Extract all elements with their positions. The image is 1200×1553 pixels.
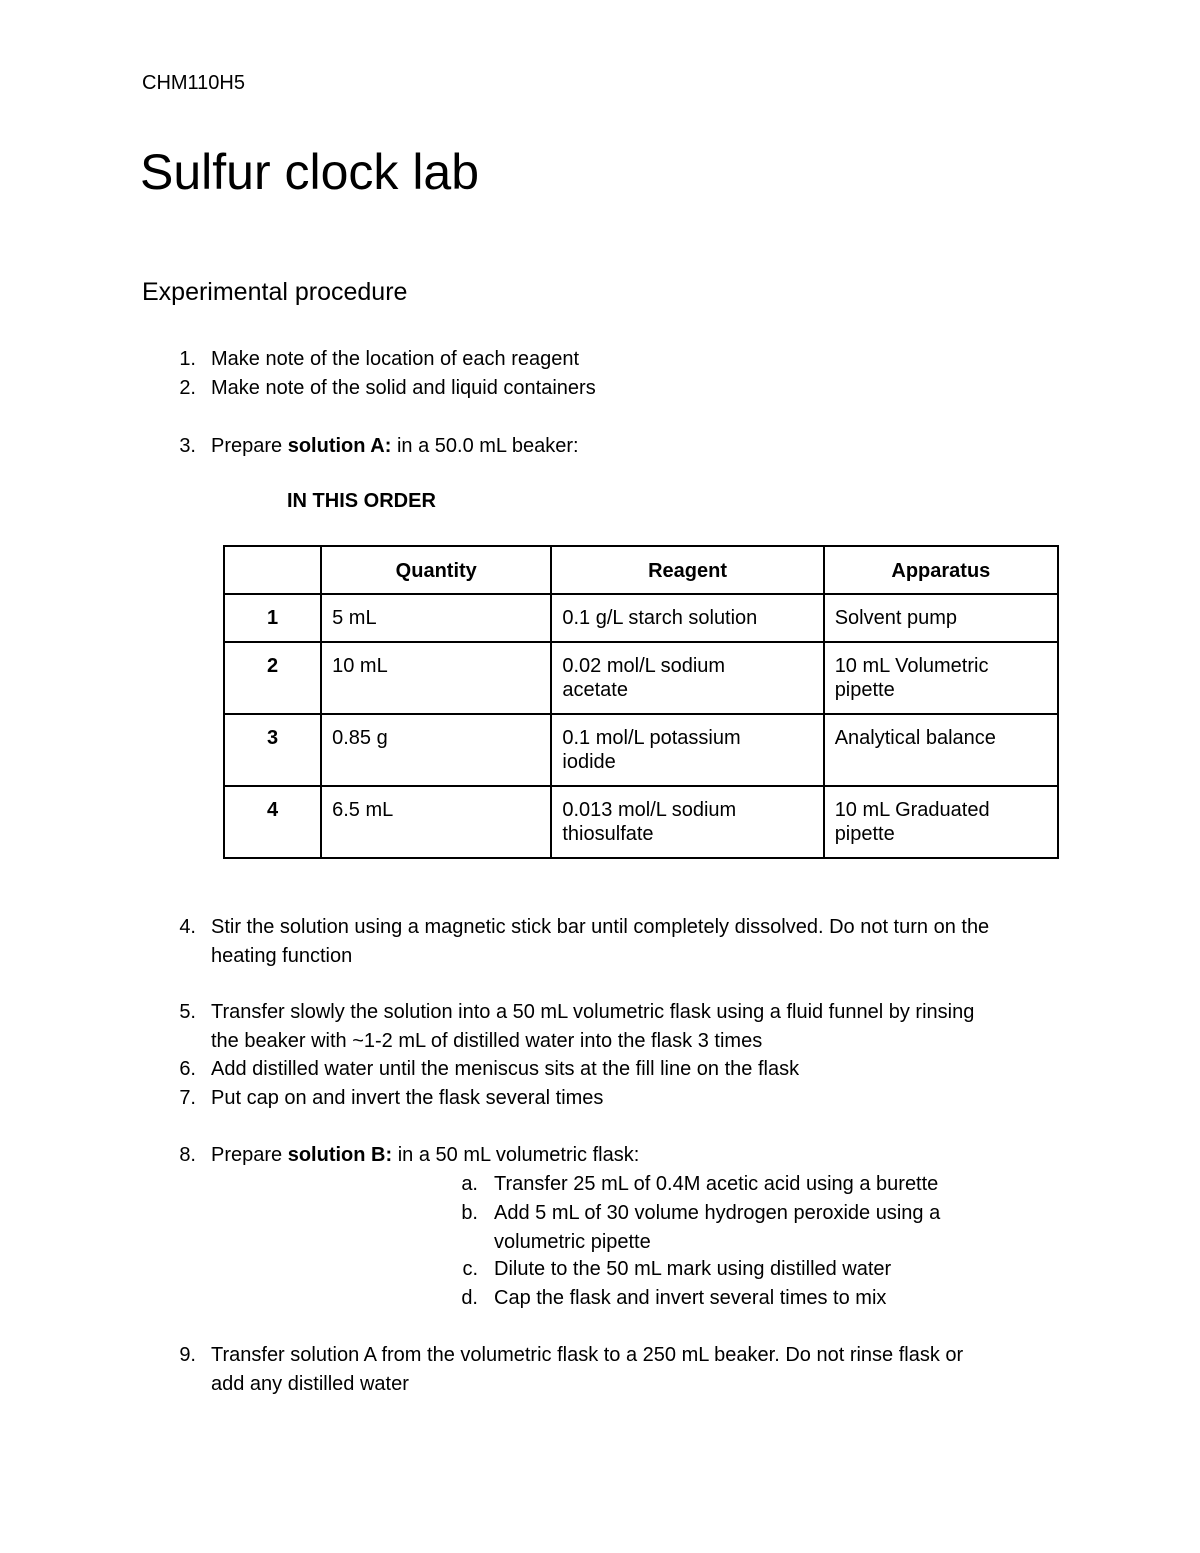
apparatus-line: pipette xyxy=(834,823,895,845)
quantity-cell: 6.5 mL xyxy=(321,786,551,858)
apparatus-line: Analytical balance xyxy=(834,727,996,749)
apparatus-line: 10 mL Graduated xyxy=(834,799,990,821)
step-text-suffix: in a 50.0 mL beaker: xyxy=(391,435,579,457)
reagent-cell xyxy=(551,594,823,642)
step-text xyxy=(211,1341,963,1399)
step-text-suffix: in a 50 mL volumetric flask: xyxy=(392,1144,640,1166)
substep-letter: d. xyxy=(461,1287,478,1309)
reagent-table xyxy=(223,545,1059,859)
table-row xyxy=(224,714,1058,786)
substep-line: volumetric pipette xyxy=(494,1231,651,1253)
step-number: 6. xyxy=(179,1058,196,1080)
step-line: Transfer solution A from the volumetric flask to a 250 mL beaker. Do not rinse flask or xyxy=(211,1344,964,1366)
step-text xyxy=(211,998,974,1056)
order-label: IN THIS ORDER xyxy=(287,490,436,512)
apparatus-line: 10 mL Volumetric xyxy=(834,655,989,677)
substep-line: Add 5 mL of 30 volume hydrogen peroxide using a xyxy=(494,1202,941,1224)
step-number: 3. xyxy=(179,435,196,457)
header-reagent: Reagent xyxy=(551,546,823,594)
reagent-cell xyxy=(551,642,823,714)
apparatus-cell xyxy=(824,714,1058,786)
reagent-line: acetate xyxy=(562,679,628,701)
apparatus-line: Solvent pump xyxy=(834,607,957,629)
quantity-cell: 10 mL xyxy=(321,642,551,714)
apparatus-cell xyxy=(824,642,1058,714)
reagent-cell xyxy=(551,786,823,858)
table-row xyxy=(224,786,1058,858)
substep-text xyxy=(494,1199,940,1257)
step-line: the beaker with ~1-2 mL of distilled water into the flask 3 times xyxy=(211,1030,763,1052)
step-text xyxy=(211,1141,639,1170)
step-number: 8. xyxy=(179,1144,196,1166)
header-apparatus: Apparatus xyxy=(824,546,1058,594)
step-number: 1. xyxy=(179,348,196,370)
table-row xyxy=(224,642,1058,714)
reagent-cell xyxy=(551,714,823,786)
step-text: Make note of the solid and liquid containers xyxy=(211,377,596,399)
substep-letter: b. xyxy=(461,1202,478,1224)
row-index: 2 xyxy=(224,642,321,714)
apparatus-cell xyxy=(824,786,1058,858)
step-line: Stir the solution using a magnetic stick bar until completely dissolved. Do not turn on the xyxy=(211,916,990,938)
reagent-line: 0.1 g/L starch solution xyxy=(562,607,758,629)
step-line: Transfer slowly the solution into a 50 mL volumetric flask using a fluid funnel by rinsing xyxy=(211,1001,975,1023)
header-index xyxy=(224,546,321,594)
row-index: 3 xyxy=(224,714,321,786)
course-code: CHM110H5 xyxy=(142,72,245,94)
step-number: 2. xyxy=(179,377,196,399)
step-text xyxy=(211,913,989,971)
page-title: Sulfur clock lab xyxy=(140,144,480,200)
step-text-prefix: Prepare xyxy=(211,435,288,457)
quantity-cell: 0.85 g xyxy=(321,714,551,786)
step-line: add any distilled water xyxy=(211,1373,409,1395)
apparatus-line: pipette xyxy=(834,679,895,701)
step-text: Put cap on and invert the flask several times xyxy=(211,1087,604,1109)
section-title: Experimental procedure xyxy=(142,278,408,306)
apparatus-cell xyxy=(824,594,1058,642)
substep-letter: a. xyxy=(461,1173,478,1195)
step-number: 5. xyxy=(179,1001,196,1023)
step-text xyxy=(211,432,579,461)
header-quantity: Quantity xyxy=(321,546,551,594)
step-number: 7. xyxy=(179,1087,196,1109)
step-number: 9. xyxy=(179,1344,196,1366)
reagent-line: 0.02 mol/L sodium xyxy=(562,655,726,677)
quantity-cell: 5 mL xyxy=(321,594,551,642)
table-row xyxy=(224,594,1058,642)
step-text-prefix: Prepare xyxy=(211,1144,288,1166)
reagent-line: iodide xyxy=(562,751,616,773)
reagent-line: 0.1 mol/L potassium xyxy=(562,727,741,749)
reagent-line: thiosulfate xyxy=(562,823,654,845)
substep-text: Dilute to the 50 mL mark using distilled water xyxy=(494,1258,892,1280)
substep-text: Cap the flask and invert several times to mix xyxy=(494,1287,887,1309)
row-index: 4 xyxy=(224,786,321,858)
solution-a-label: solution A: xyxy=(287,435,392,457)
step-line: heating function xyxy=(211,945,353,967)
row-index: 1 xyxy=(224,594,321,642)
step-text: Add distilled water until the meniscus sits at the fill line on the flask xyxy=(211,1058,800,1080)
solution-b-label: solution B: xyxy=(287,1144,393,1166)
step-text: Make note of the location of each reagent xyxy=(211,348,580,370)
substep-text: Transfer 25 mL of 0.4M acetic acid using a burette xyxy=(494,1173,939,1195)
substep-letter: c. xyxy=(462,1258,478,1280)
reagent-line: 0.013 mol/L sodium xyxy=(562,799,737,821)
step-number: 4. xyxy=(179,916,196,938)
table-header-row xyxy=(224,546,1058,594)
